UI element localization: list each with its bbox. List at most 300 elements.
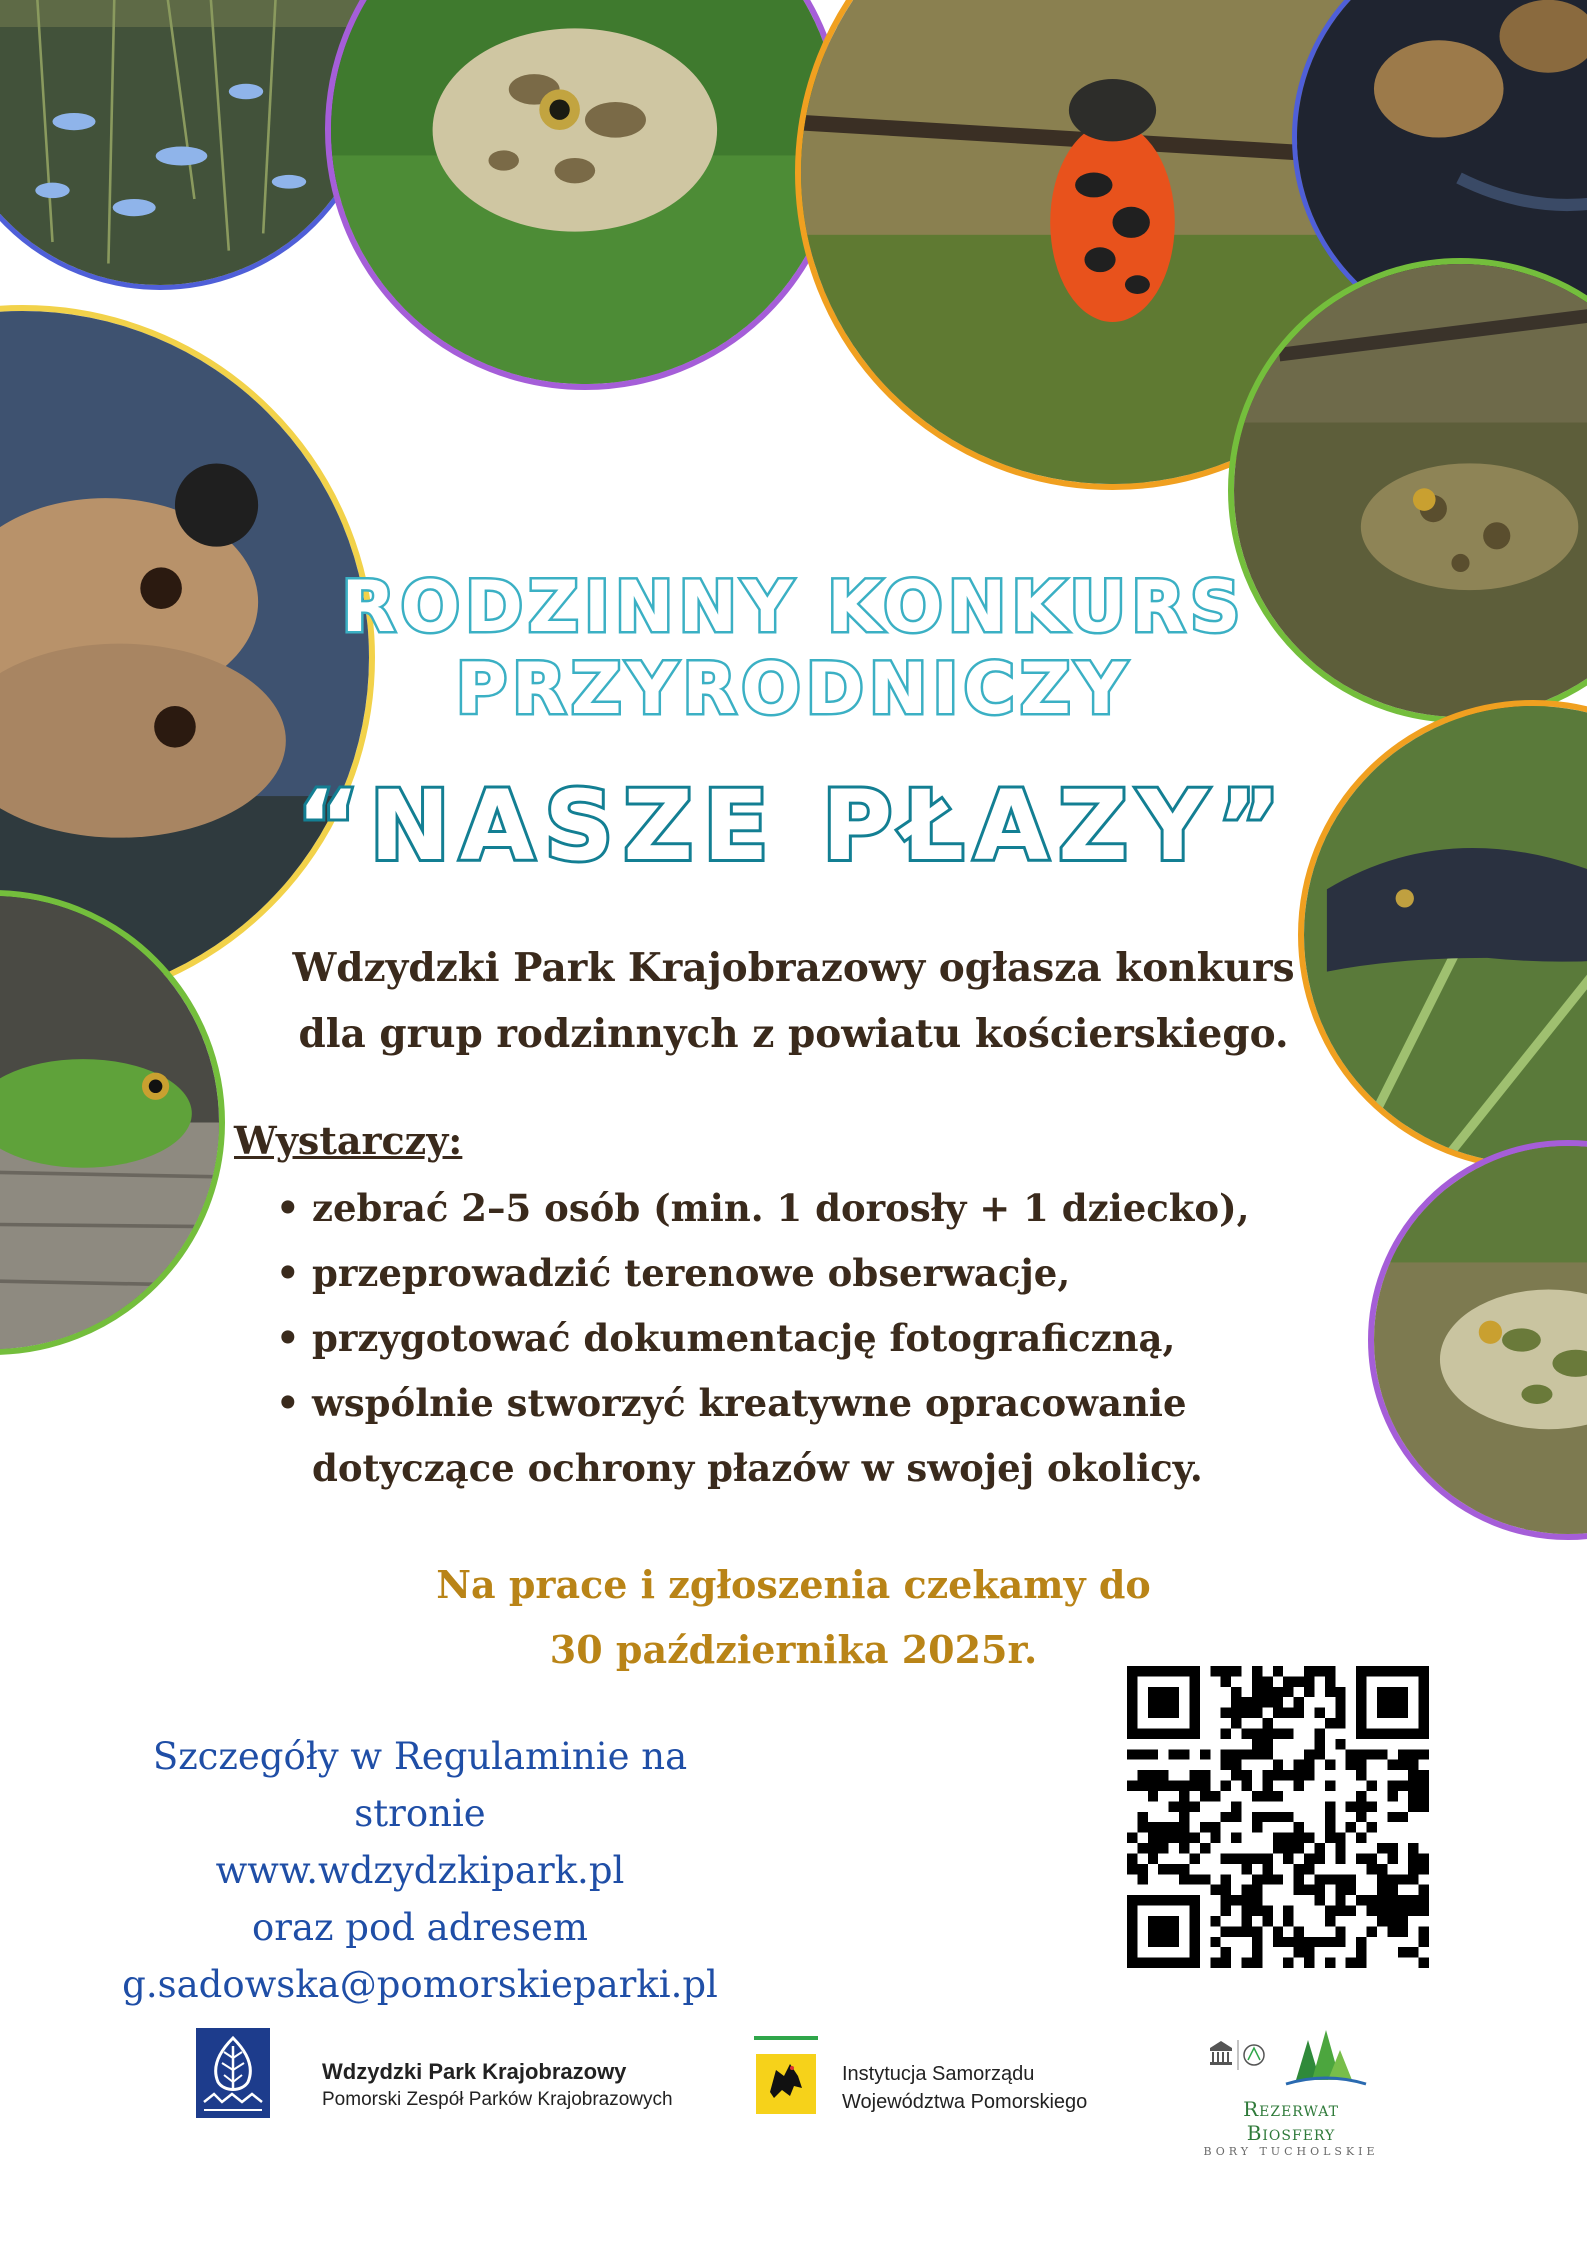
qr-module bbox=[1325, 1666, 1335, 1676]
qr-module bbox=[1242, 1885, 1252, 1895]
qr-module bbox=[1148, 1791, 1158, 1801]
qr-module bbox=[1252, 1708, 1262, 1718]
qr-module bbox=[1200, 1791, 1210, 1801]
qr-module bbox=[1148, 1697, 1158, 1707]
qr-module bbox=[1127, 1906, 1137, 1916]
qr-module bbox=[1294, 1697, 1304, 1707]
qr-module bbox=[1262, 1676, 1272, 1686]
qr-module bbox=[1179, 1812, 1189, 1822]
qr-module bbox=[1304, 1760, 1314, 1770]
qr-module bbox=[1169, 1916, 1179, 1926]
qr-module bbox=[1127, 1916, 1137, 1926]
qr-module bbox=[1408, 1728, 1418, 1738]
qr-module bbox=[1127, 1697, 1137, 1707]
qr-module bbox=[1304, 1833, 1314, 1843]
qr-module bbox=[1189, 1781, 1199, 1791]
qr-module bbox=[1314, 1853, 1324, 1863]
qr-module bbox=[1252, 1853, 1262, 1863]
qr-module bbox=[1356, 1697, 1366, 1707]
qr-module bbox=[1169, 1781, 1179, 1791]
qr-module bbox=[1408, 1770, 1418, 1780]
qr-module bbox=[1367, 1926, 1377, 1936]
qr-module bbox=[1189, 1958, 1199, 1968]
qr-module bbox=[1419, 1853, 1429, 1863]
qr-module bbox=[1221, 1895, 1231, 1905]
qr-module bbox=[1262, 1812, 1272, 1822]
qr-module bbox=[1325, 1958, 1335, 1968]
qr-module bbox=[1273, 1791, 1283, 1801]
qr-module bbox=[1221, 1749, 1231, 1759]
qr-module bbox=[1377, 1843, 1387, 1853]
qr-module bbox=[1127, 1937, 1137, 1947]
qr-module bbox=[1367, 1801, 1377, 1811]
qr-module bbox=[1200, 1822, 1210, 1832]
qr-module bbox=[1169, 1958, 1179, 1968]
qr-module bbox=[1242, 1770, 1252, 1780]
qr-module bbox=[1419, 1728, 1429, 1738]
qr-module bbox=[1127, 1666, 1137, 1676]
qr-module bbox=[1387, 1926, 1397, 1936]
qr-module bbox=[1387, 1791, 1397, 1801]
qr-module bbox=[1377, 1885, 1387, 1895]
qr-module bbox=[1419, 1864, 1429, 1874]
qr-module bbox=[1283, 1728, 1293, 1738]
qr-module bbox=[1304, 1885, 1314, 1895]
qr-module bbox=[1408, 1874, 1418, 1884]
qr-module bbox=[1304, 1958, 1314, 1968]
qr-module bbox=[1127, 1718, 1137, 1728]
list-item: • wspólnie stworzyć kreatywne opracowanie dotyczące ochrony płazów w swojej okolicy. bbox=[276, 1371, 1352, 1501]
qr-module bbox=[1200, 1781, 1210, 1791]
qr-module bbox=[1408, 1895, 1418, 1905]
qr-module bbox=[1221, 1676, 1231, 1686]
deadline-date: 30 października 2025r. bbox=[549, 1627, 1038, 1672]
qr-module bbox=[1273, 1843, 1283, 1853]
qr-module bbox=[1148, 1833, 1158, 1843]
list-item: • przeprowadzić terenowe obserwacje, bbox=[276, 1241, 1386, 1306]
qr-module bbox=[1398, 1874, 1408, 1884]
qr-module bbox=[1304, 1687, 1314, 1697]
qr-module bbox=[1231, 1718, 1241, 1728]
intro-text bbox=[0, 935, 1587, 1067]
qr-module bbox=[1283, 1937, 1293, 1947]
qr-module bbox=[1283, 1770, 1293, 1780]
qr-module bbox=[1367, 1895, 1377, 1905]
qr-module bbox=[1127, 1853, 1137, 1863]
contact-line-1: Szczegóły w Regulaminie na stronie bbox=[152, 1735, 688, 1835]
qr-module bbox=[1127, 1781, 1137, 1791]
qr-module bbox=[1179, 1864, 1189, 1874]
qr-module bbox=[1169, 1697, 1179, 1707]
qr-module bbox=[1335, 1885, 1345, 1895]
qr-module bbox=[1356, 1791, 1366, 1801]
qr-module bbox=[1242, 1781, 1252, 1791]
qr-module bbox=[1377, 1728, 1387, 1738]
qr-module bbox=[1221, 1947, 1231, 1957]
qr-module bbox=[1346, 1760, 1356, 1770]
qr-module bbox=[1294, 1822, 1304, 1832]
qr-module bbox=[1148, 1728, 1158, 1738]
qr-module bbox=[1242, 1728, 1252, 1738]
qr-module bbox=[1148, 1958, 1158, 1968]
qr-module bbox=[1325, 1687, 1335, 1697]
qr-module bbox=[1387, 1781, 1397, 1791]
qr-module bbox=[1419, 1885, 1429, 1895]
qr-module bbox=[1356, 1895, 1366, 1905]
qr-module bbox=[1221, 1853, 1231, 1863]
qr-module bbox=[1252, 1958, 1262, 1968]
qr-module bbox=[1137, 1843, 1147, 1853]
qr-module bbox=[1148, 1853, 1158, 1863]
qr-module bbox=[1179, 1781, 1189, 1791]
qr-module bbox=[1169, 1708, 1179, 1718]
qr-module bbox=[1158, 1770, 1168, 1780]
qr-module bbox=[1346, 1801, 1356, 1811]
deadline-line-1: Na prace i zgłoszenia czekamy do bbox=[436, 1562, 1151, 1607]
qr-module bbox=[1127, 1947, 1137, 1957]
qr-module bbox=[1137, 1666, 1147, 1676]
qr-module bbox=[1242, 1749, 1252, 1759]
qr-module bbox=[1346, 1885, 1356, 1895]
qr-module bbox=[1148, 1749, 1158, 1759]
qr-module bbox=[1158, 1666, 1168, 1676]
qr-module bbox=[1148, 1781, 1158, 1791]
qr-module bbox=[1377, 1697, 1387, 1707]
qr-module bbox=[1335, 1906, 1345, 1916]
title-line-1: RODZINNY KONKURS bbox=[341, 566, 1246, 648]
qr-module bbox=[1127, 1926, 1137, 1936]
qr-module bbox=[1398, 1749, 1408, 1759]
qr-module bbox=[1335, 1895, 1345, 1905]
qr-module bbox=[1325, 1781, 1335, 1791]
qr-module bbox=[1169, 1937, 1179, 1947]
qr-module bbox=[1148, 1843, 1158, 1853]
qr-module bbox=[1262, 1906, 1272, 1916]
intro-line-2: dla grup rodzinnych z powiatu kościerskiego. bbox=[298, 1011, 1289, 1057]
qr-module bbox=[1294, 1864, 1304, 1874]
qr-module bbox=[1304, 1666, 1314, 1676]
qr-module bbox=[1419, 1697, 1429, 1707]
qr-module bbox=[1189, 1906, 1199, 1916]
qr-module bbox=[1158, 1708, 1168, 1718]
qr-module bbox=[1231, 1853, 1241, 1863]
qr-module bbox=[1273, 1833, 1283, 1843]
qr-module bbox=[1262, 1718, 1272, 1728]
qr-module bbox=[1294, 1781, 1304, 1791]
qr-module bbox=[1304, 1749, 1314, 1759]
qr-module bbox=[1325, 1833, 1335, 1843]
requirements-list bbox=[276, 1176, 1386, 1501]
qr-module bbox=[1210, 1666, 1220, 1676]
qr-module bbox=[1158, 1822, 1168, 1832]
qr-module bbox=[1294, 1885, 1304, 1895]
qr-module bbox=[1283, 1676, 1293, 1686]
qr-module bbox=[1419, 1676, 1429, 1686]
qr-module bbox=[1148, 1770, 1158, 1780]
qr-module bbox=[1242, 1906, 1252, 1916]
qr-module bbox=[1356, 1812, 1366, 1822]
qr-module bbox=[1137, 1958, 1147, 1968]
qr-module bbox=[1356, 1749, 1366, 1759]
qr-module bbox=[1273, 1760, 1283, 1770]
qr-module bbox=[1210, 1885, 1220, 1895]
qr-module bbox=[1294, 1843, 1304, 1853]
qr-module bbox=[1158, 1895, 1168, 1905]
qr-module bbox=[1419, 1926, 1429, 1936]
qr-code[interactable] bbox=[1127, 1666, 1429, 1968]
qr-module bbox=[1242, 1864, 1252, 1874]
qr-module bbox=[1408, 1864, 1418, 1874]
qr-module bbox=[1189, 1728, 1199, 1738]
qr-module bbox=[1356, 1666, 1366, 1676]
pomorskie-logo bbox=[754, 2036, 818, 2118]
qr-module bbox=[1273, 1937, 1283, 1947]
qr-module bbox=[1335, 1697, 1345, 1707]
qr-module bbox=[1137, 1864, 1147, 1874]
qr-module bbox=[1262, 1697, 1272, 1707]
qr-module bbox=[1325, 1760, 1335, 1770]
qr-module bbox=[1231, 1697, 1241, 1707]
qr-module bbox=[1273, 1666, 1283, 1676]
qr-module bbox=[1200, 1770, 1210, 1780]
institution-line-2: Województwa Pomorskiego bbox=[842, 2091, 1088, 2113]
qr-module bbox=[1419, 1749, 1429, 1759]
qr-module bbox=[1231, 1895, 1241, 1905]
qr-module bbox=[1356, 1728, 1366, 1738]
qr-module bbox=[1158, 1843, 1168, 1853]
qr-module bbox=[1398, 1687, 1408, 1697]
qr-module bbox=[1158, 1926, 1168, 1936]
qr-module bbox=[1169, 1864, 1179, 1874]
intro-line-1: Wdzydzki Park Krajobrazowy ogłasza konkurs bbox=[292, 945, 1295, 991]
qr-module bbox=[1231, 1770, 1241, 1780]
qr-module bbox=[1398, 1926, 1408, 1936]
qr-module bbox=[1137, 1822, 1147, 1832]
qr-module bbox=[1387, 1895, 1397, 1905]
title-line-2: PRZYRODNICZY bbox=[455, 648, 1132, 730]
qr-module bbox=[1179, 1666, 1189, 1676]
qr-module bbox=[1137, 1874, 1147, 1884]
qr-module bbox=[1419, 1718, 1429, 1728]
qr-module bbox=[1221, 1906, 1231, 1916]
qr-module bbox=[1408, 1791, 1418, 1801]
qr-module bbox=[1398, 1760, 1408, 1770]
qr-module bbox=[1137, 1895, 1147, 1905]
qr-module bbox=[1419, 1666, 1429, 1676]
qr-module bbox=[1419, 1937, 1429, 1947]
qr-module bbox=[1294, 1937, 1304, 1947]
qr-module bbox=[1200, 1874, 1210, 1884]
qr-module bbox=[1273, 1728, 1283, 1738]
qr-module bbox=[1408, 1749, 1418, 1759]
qr-module bbox=[1148, 1822, 1158, 1832]
qr-module bbox=[1252, 1676, 1262, 1686]
qr-module bbox=[1262, 1853, 1272, 1863]
qr-module bbox=[1221, 1812, 1231, 1822]
qr-module bbox=[1356, 1676, 1366, 1686]
qr-module bbox=[1231, 1833, 1241, 1843]
qr-module bbox=[1252, 1937, 1262, 1947]
institution-credit bbox=[842, 2060, 1087, 2116]
qr-module bbox=[1335, 1937, 1345, 1947]
contest-title bbox=[0, 566, 1587, 730]
qr-module bbox=[1169, 1687, 1179, 1697]
qr-module bbox=[1262, 1791, 1272, 1801]
qr-module bbox=[1408, 1853, 1418, 1863]
qr-module bbox=[1398, 1697, 1408, 1707]
qr-module bbox=[1158, 1687, 1168, 1697]
qr-module bbox=[1356, 1853, 1366, 1863]
qr-module bbox=[1169, 1822, 1179, 1832]
qr-module bbox=[1325, 1906, 1335, 1916]
qr-module bbox=[1408, 1666, 1418, 1676]
qr-module bbox=[1408, 1781, 1418, 1791]
qr-module bbox=[1137, 1728, 1147, 1738]
qr-module bbox=[1200, 1749, 1210, 1759]
qr-module bbox=[1189, 1926, 1199, 1936]
qr-module bbox=[1148, 1916, 1158, 1926]
qr-module bbox=[1169, 1895, 1179, 1905]
qr-module bbox=[1335, 1687, 1345, 1697]
qr-module bbox=[1419, 1958, 1429, 1968]
qr-module bbox=[1304, 1676, 1314, 1686]
reserve-name: Rezerwat Biosfery bbox=[1243, 2097, 1339, 2145]
unesco-icon bbox=[1210, 2041, 1232, 2065]
qr-module bbox=[1314, 1666, 1324, 1676]
qr-module bbox=[1294, 1676, 1304, 1686]
qr-module bbox=[1377, 1687, 1387, 1697]
qr-module bbox=[1210, 1822, 1220, 1832]
qr-module bbox=[1387, 1728, 1397, 1738]
qr-module bbox=[1419, 1895, 1429, 1905]
qr-module bbox=[1283, 1812, 1293, 1822]
qr-module bbox=[1252, 1947, 1262, 1957]
qr-module bbox=[1179, 1801, 1189, 1811]
qr-module bbox=[1283, 1708, 1293, 1718]
contact-info bbox=[120, 1728, 720, 2013]
qr-module bbox=[1210, 1833, 1220, 1843]
qr-module bbox=[1127, 1728, 1137, 1738]
qr-module bbox=[1314, 1843, 1324, 1853]
qr-module bbox=[1314, 1728, 1324, 1738]
qr-module bbox=[1221, 1708, 1231, 1718]
qr-module bbox=[1356, 1760, 1366, 1770]
qr-module bbox=[1398, 1906, 1408, 1916]
qr-module bbox=[1137, 1770, 1147, 1780]
qr-module bbox=[1189, 1687, 1199, 1697]
qr-module bbox=[1158, 1937, 1168, 1947]
qr-module bbox=[1231, 1749, 1241, 1759]
qr-module bbox=[1262, 1687, 1272, 1697]
qr-module bbox=[1189, 1947, 1199, 1957]
email-link[interactable]: g.sadowska@pomorskieparki.pl bbox=[122, 1963, 718, 2006]
photo-green-toad bbox=[1368, 1140, 1587, 1540]
qr-module bbox=[1408, 1760, 1418, 1770]
qr-module bbox=[1231, 1926, 1241, 1936]
qr-module bbox=[1419, 1801, 1429, 1811]
qr-module bbox=[1408, 1906, 1418, 1916]
park-logo bbox=[196, 2028, 270, 2118]
qr-module bbox=[1221, 1781, 1231, 1791]
qr-module bbox=[1210, 1791, 1220, 1801]
qr-module bbox=[1314, 1708, 1324, 1718]
qr-module bbox=[1294, 1770, 1304, 1780]
qr-module bbox=[1356, 1708, 1366, 1718]
biosphere-logo bbox=[1196, 2022, 1386, 2158]
qr-module bbox=[1294, 1760, 1304, 1770]
qr-module bbox=[1231, 1801, 1241, 1811]
qr-module bbox=[1221, 1874, 1231, 1884]
qr-module bbox=[1356, 1958, 1366, 1968]
mab-icon bbox=[1244, 2045, 1264, 2065]
qr-module bbox=[1346, 1874, 1356, 1884]
qr-module bbox=[1252, 1728, 1262, 1738]
qr-module bbox=[1346, 1958, 1356, 1968]
qr-module bbox=[1231, 1666, 1241, 1676]
qr-module bbox=[1148, 1708, 1158, 1718]
qr-module bbox=[1398, 1812, 1408, 1822]
qr-module bbox=[1294, 1833, 1304, 1843]
qr-module bbox=[1262, 1770, 1272, 1780]
qr-module bbox=[1335, 1926, 1345, 1936]
qr-module bbox=[1158, 1728, 1168, 1738]
qr-module bbox=[1252, 1666, 1262, 1676]
qr-module bbox=[1189, 1937, 1199, 1947]
qr-module bbox=[1221, 1760, 1231, 1770]
qr-module bbox=[1294, 1874, 1304, 1884]
qr-module bbox=[1325, 1937, 1335, 1947]
qr-module bbox=[1367, 1749, 1377, 1759]
park-name: Wdzydzki Park Krajobrazowy bbox=[322, 2059, 627, 2084]
qr-module bbox=[1377, 1906, 1387, 1916]
qr-module bbox=[1148, 1687, 1158, 1697]
qr-module bbox=[1367, 1822, 1377, 1832]
qr-module bbox=[1189, 1874, 1199, 1884]
qr-module bbox=[1408, 1843, 1418, 1853]
qr-module bbox=[1189, 1770, 1199, 1780]
qr-module bbox=[1252, 1895, 1262, 1905]
qr-module bbox=[1179, 1958, 1189, 1968]
list-item: • zebrać 2–5 osób (min. 1 dorosły + 1 dziecko), bbox=[276, 1176, 1386, 1241]
qr-module bbox=[1377, 1749, 1387, 1759]
qr-module bbox=[1242, 1697, 1252, 1707]
qr-module bbox=[1252, 1926, 1262, 1936]
requirements-heading: Wystarczy: bbox=[234, 1118, 463, 1163]
qr-module bbox=[1273, 1874, 1283, 1884]
qr-module bbox=[1169, 1749, 1179, 1759]
qr-module bbox=[1189, 1718, 1199, 1728]
qr-module bbox=[1314, 1885, 1324, 1895]
qr-module bbox=[1262, 1874, 1272, 1884]
photo-frog-spawn bbox=[0, 0, 380, 290]
qr-module bbox=[1377, 1708, 1387, 1718]
qr-module bbox=[1367, 1666, 1377, 1676]
qr-module bbox=[1148, 1895, 1158, 1905]
qr-module bbox=[1356, 1833, 1366, 1843]
qr-module bbox=[1242, 1853, 1252, 1863]
qr-module bbox=[1189, 1697, 1199, 1707]
website-link[interactable]: www.wdzydzkipark.pl bbox=[215, 1849, 625, 1892]
qr-module bbox=[1242, 1958, 1252, 1968]
qr-module bbox=[1283, 1833, 1293, 1843]
qr-module bbox=[1398, 1781, 1408, 1791]
qr-module bbox=[1356, 1687, 1366, 1697]
qr-module bbox=[1387, 1697, 1397, 1707]
qr-module bbox=[1387, 1874, 1397, 1884]
qr-module bbox=[1189, 1801, 1199, 1811]
qr-module bbox=[1148, 1937, 1158, 1947]
qr-module bbox=[1419, 1781, 1429, 1791]
